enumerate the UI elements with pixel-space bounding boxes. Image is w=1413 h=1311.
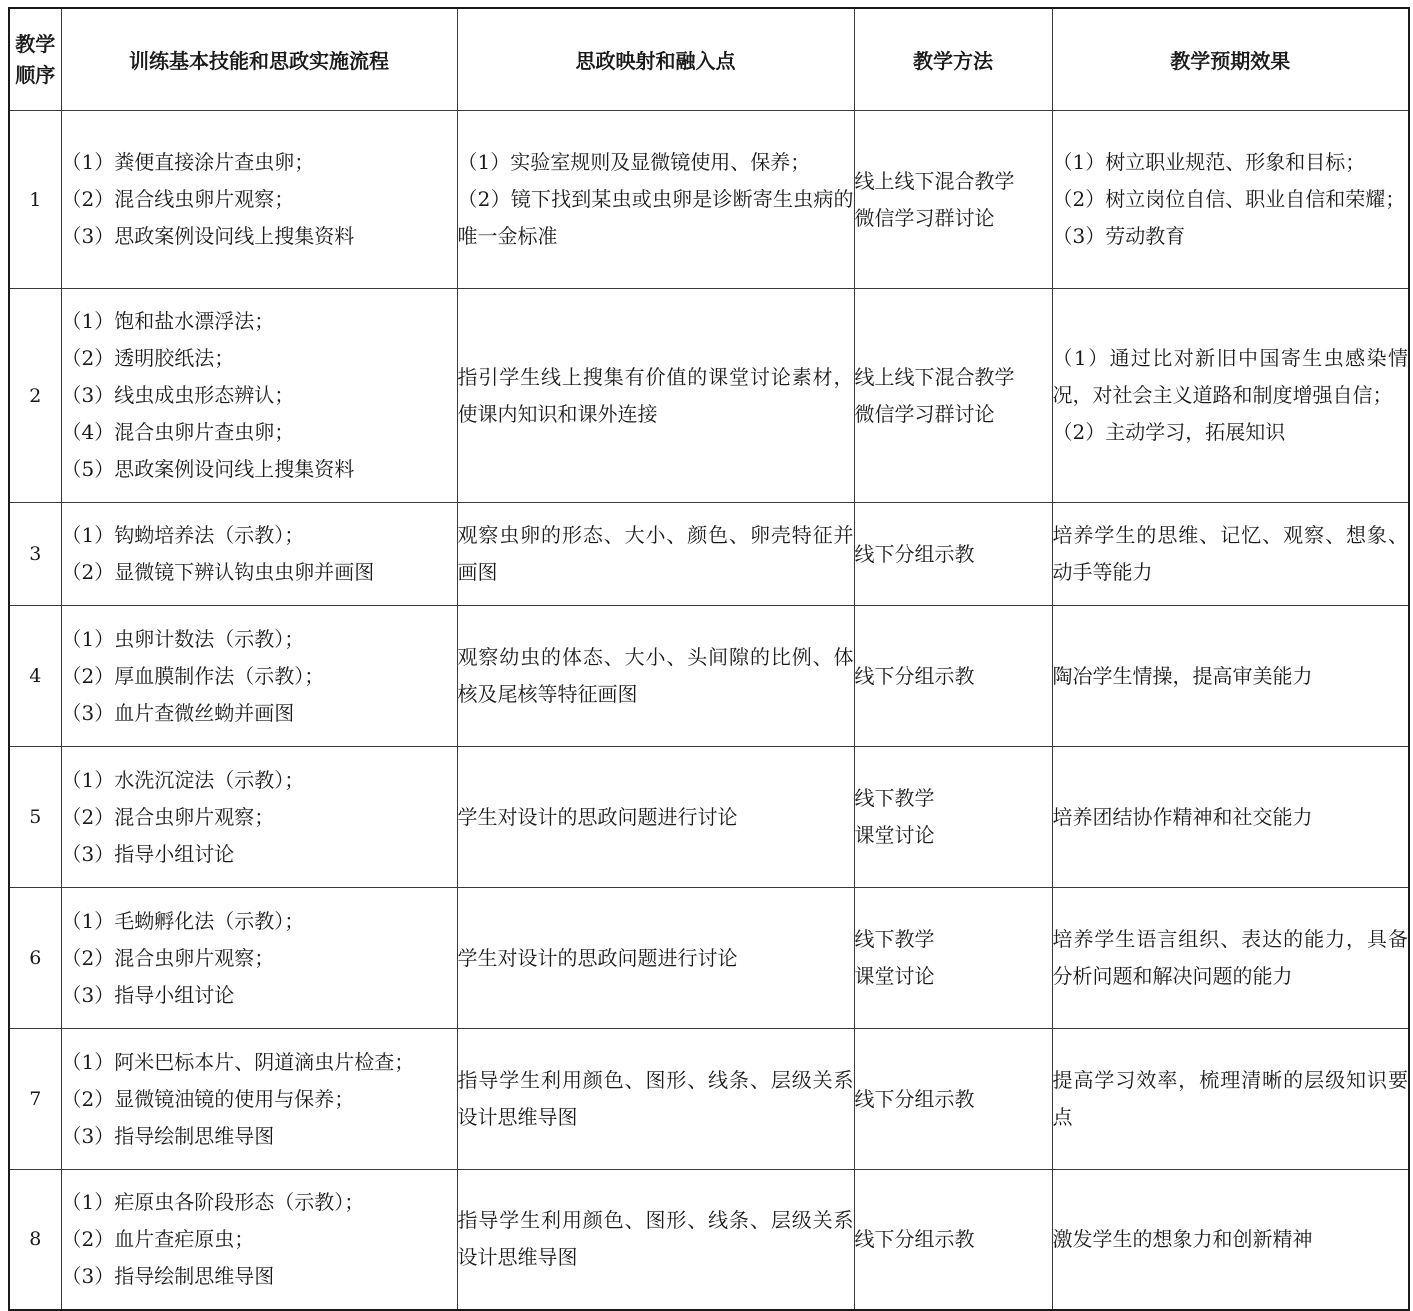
flow-line: （3）线虫成虫形态辨认； [61, 383, 295, 407]
method-line: 微信学习群讨论 [854, 205, 995, 230]
table-row [9, 888, 1409, 1029]
effect-cell [1052, 111, 1409, 289]
flow-line: （1）粪便直接涂片查虫卵； [61, 150, 315, 174]
points-cell [457, 888, 854, 1029]
method-cell [854, 606, 1052, 747]
points-cell [457, 289, 854, 503]
points-paragraph: 指引学生线上搜集有价值的课堂讨论素材，使课内知识和课外连接 [457, 364, 854, 426]
points-cell [457, 503, 854, 606]
flow-line: （2）厚血膜制作法（示教）； [61, 663, 325, 688]
flow-cell [61, 289, 457, 503]
row-order-number: 2 [9, 289, 61, 503]
effect-cell [1052, 747, 1409, 888]
table-header [9, 8, 1409, 111]
header-order-line1: 教学 [15, 31, 56, 56]
header-order [9, 8, 61, 111]
table-row [9, 1170, 1409, 1310]
points-cell [457, 111, 854, 289]
points-paragraph: （1）实验室规则及显微镜使用、保养； [457, 150, 811, 174]
table-row [9, 111, 1409, 289]
flow-line: （2）显微镜下辨认钩虫虫卵并画图 [61, 560, 375, 584]
effect-cell [1052, 1029, 1409, 1170]
row-order-number: 6 [9, 888, 61, 1029]
effect-paragraph: （3）劳动教育 [1052, 224, 1186, 248]
teaching-plan-table [8, 7, 1410, 1311]
flow-line: （5）思政案例设问线上搜集资料 [61, 457, 355, 481]
points-paragraph: 观察虫卵的形态、大小、颜色、卵壳特征并画图 [457, 523, 854, 584]
row-order-number: 5 [9, 747, 61, 888]
points-paragraph: （2）镜下找到某虫或虫卵是诊断寄生虫病的唯一金标准 [457, 187, 854, 248]
flow-cell [61, 111, 457, 289]
flow-line: （1）疟原虫各阶段形态（示教）； [61, 1189, 365, 1214]
table-row [9, 747, 1409, 888]
flow-line: （3）指导小组讨论 [61, 841, 235, 866]
flow-line: （3）指导绘制思维导图 [61, 1123, 275, 1148]
method-line: 线下分组示教 [854, 541, 975, 566]
flow-cell [61, 888, 457, 1029]
effect-cell [1052, 888, 1409, 1029]
points-cell [457, 1170, 854, 1310]
effect-paragraph: （2）主动学习，拓展知识 [1052, 420, 1286, 444]
method-cell [854, 111, 1052, 289]
flow-line: （3）指导绘制思维导图 [61, 1263, 275, 1288]
effect-paragraph: （1）通过比对新旧中国寄生虫感染情况，对社会主义道路和制度增强自信； [1052, 346, 1408, 407]
table-body [9, 111, 1409, 1310]
method-line: 线下分组示教 [854, 1226, 975, 1251]
method-cell [854, 888, 1052, 1029]
points-paragraph: 指导学生利用颜色、图形、线条、层级关系设计思维导图 [457, 1208, 854, 1270]
flow-cell [61, 1029, 457, 1170]
method-line: 线下分组示教 [854, 1086, 975, 1111]
flow-line: （3）思政案例设问线上搜集资料 [61, 224, 355, 248]
header-order-line2: 顺序 [15, 62, 56, 87]
method-line: 线下教学 [854, 786, 935, 810]
flow-cell [61, 606, 457, 747]
flow-line: （1）钩蚴培养法（示教）； [61, 523, 305, 547]
flow-line: （2）混合虫卵片观察； [61, 804, 275, 829]
effect-paragraph: 激发学生的想象力和创新精神 [1052, 1226, 1313, 1251]
effect-paragraph: 陶冶学生情操，提高审美能力 [1052, 663, 1313, 688]
flow-line: （2）显微镜油镜的使用与保养； [61, 1086, 355, 1111]
flow-line: （1）饱和盐水漂浮法； [61, 309, 275, 333]
flow-cell [61, 503, 457, 606]
method-line: 线上线下混合教学 [854, 168, 1015, 193]
points-cell [457, 1029, 854, 1170]
table-row [9, 503, 1409, 606]
row-order-number: 7 [9, 1029, 61, 1170]
table-row [9, 606, 1409, 747]
flow-cell [61, 747, 457, 888]
effect-cell [1052, 503, 1409, 606]
method-cell [854, 1029, 1052, 1170]
flow-line: （2）混合虫卵片观察； [61, 945, 275, 970]
method-line: 线下分组示教 [854, 663, 975, 688]
flow-line: （2）混合线虫卵片观察； [61, 187, 295, 211]
header-row [9, 8, 1409, 111]
flow-line: （1）毛蚴孵化法（示教）； [61, 908, 305, 933]
row-order-number: 8 [9, 1170, 61, 1310]
flow-line: （3）血片查微丝蚴并画图 [61, 700, 295, 725]
row-order-number: 3 [9, 503, 61, 606]
table-row [9, 289, 1409, 503]
points-cell [457, 747, 854, 888]
method-cell [854, 1170, 1052, 1310]
method-cell [854, 503, 1052, 606]
header-method: 教学方法 [854, 8, 1052, 111]
effect-cell [1052, 606, 1409, 747]
header-effect: 教学预期效果 [1052, 8, 1409, 111]
method-line: 课堂讨论 [854, 823, 935, 847]
flow-line: （4）混合虫卵片查虫卵； [61, 420, 295, 444]
effect-paragraph: 培养团结协作精神和社交能力 [1052, 804, 1313, 829]
row-order-number: 1 [9, 111, 61, 289]
effect-cell [1052, 1170, 1409, 1310]
header-points: 思政映射和融入点 [457, 8, 854, 111]
points-paragraph: 指导学生利用颜色、图形、线条、层级关系设计思维导图 [457, 1068, 854, 1129]
header-flow: 训练基本技能和思政实施流程 [61, 8, 457, 111]
flow-line: （1）阿米巴标本片、阴道滴虫片检查； [61, 1049, 415, 1074]
method-line: 微信学习群讨论 [854, 401, 995, 426]
effect-paragraph: （2）树立岗位自信、职业自信和荣耀； [1052, 187, 1406, 211]
points-paragraph: 学生对设计的思政问题进行讨论 [457, 945, 738, 970]
method-line: 线上线下混合教学 [854, 364, 1015, 389]
method-line: 课堂讨论 [854, 964, 935, 988]
points-paragraph: 观察幼虫的体态、大小、头间隙的比例、体核及尾核等特征画图 [457, 645, 854, 706]
points-cell [457, 606, 854, 747]
flow-line: （2）透明胶纸法； [61, 346, 235, 370]
table-row [9, 1029, 1409, 1170]
points-paragraph: 学生对设计的思政问题进行讨论 [457, 804, 738, 829]
method-line: 线下教学 [854, 927, 935, 951]
method-cell [854, 747, 1052, 888]
flow-line: （1）虫卵计数法（示教）； [61, 626, 305, 651]
effect-paragraph: 培养学生的思维、记忆、观察、想象、动手等能力 [1052, 523, 1408, 584]
flow-line: （1）水洗沉淀法（示教）； [61, 767, 305, 792]
effect-paragraph: 培养学生语言组织、表达的能力，具备分析问题和解决问题的能力 [1052, 927, 1408, 988]
row-order-number: 4 [9, 606, 61, 747]
effect-paragraph: （1）树立职业规范、形象和目标； [1052, 150, 1366, 174]
method-cell [854, 289, 1052, 503]
flow-line: （2）血片查疟原虫； [61, 1226, 255, 1251]
flow-line: （3）指导小组讨论 [61, 982, 235, 1007]
effect-paragraph: 提高学习效率，梳理清晰的层级知识要点 [1052, 1068, 1408, 1129]
effect-cell [1052, 289, 1409, 503]
flow-cell [61, 1170, 457, 1310]
